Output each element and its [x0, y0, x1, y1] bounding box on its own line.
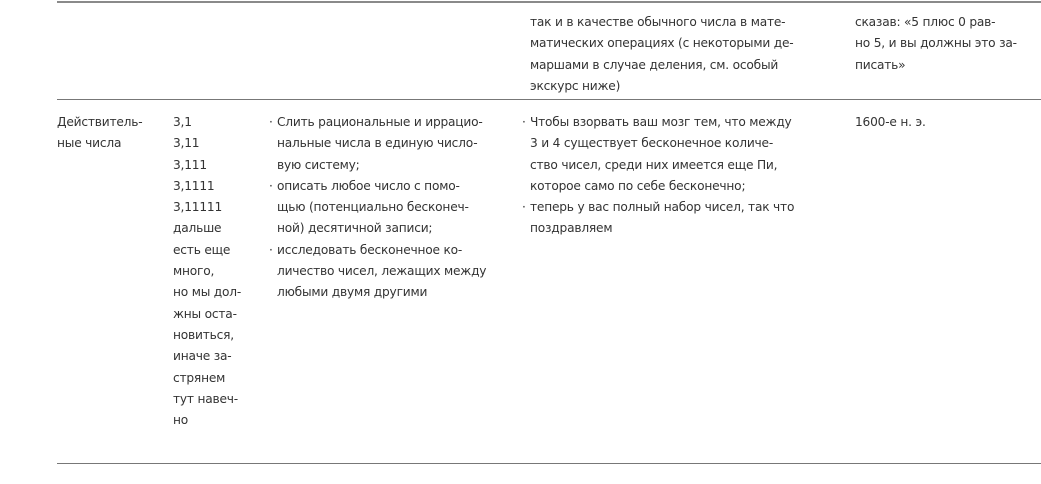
bullet-text: поздравляем [530, 221, 613, 236]
bullet-text: которое само по себе бесконечно; [530, 178, 746, 193]
text-line: но [173, 413, 189, 428]
bullet-line [269, 112, 486, 133]
text-line: Действитель- [57, 115, 143, 129]
text-line: но мы дол- [173, 285, 242, 300]
text-line: матических операциях (с некоторыми де- [530, 36, 794, 51]
text-line: экскурс ниже) [530, 78, 621, 93]
bullet-line [530, 155, 794, 176]
text-line: 3,1 [173, 115, 192, 129]
text-line: 3,1111 [173, 178, 215, 193]
row-divider [57, 99, 1041, 100]
text-line: ные числа [57, 136, 122, 151]
bullet-line [530, 133, 794, 154]
bullet-text: ной) десятичной записи; [277, 221, 433, 236]
bullet-text: щью (потенциально бесконеч- [277, 200, 469, 215]
bullet-line [277, 218, 486, 239]
text-line: но 5, и вы должны это за- [855, 36, 1017, 51]
text-line: есть еще [173, 242, 231, 257]
bullet-text: Слить рациональные и иррацио- [277, 115, 483, 129]
bullet-text: любыми двумя другими [277, 285, 428, 300]
text-line: писать» [855, 57, 906, 72]
top-row-usage-cell [530, 12, 793, 97]
bullet-text: Чтобы взорвать ваш мозг тем, что между [530, 115, 792, 129]
bullet-line [522, 112, 794, 133]
bullet-text: личество чисел, лежащих между [277, 264, 487, 279]
bullet-icon: · [522, 115, 526, 129]
bullet-line [277, 282, 486, 303]
text-line: 3,11111 [173, 200, 222, 215]
bullet-line [530, 176, 794, 197]
bullet-line [522, 197, 795, 218]
bullet-icon: · [522, 200, 526, 215]
text-line: дальше [173, 221, 222, 236]
text-line: 3,111 [173, 157, 207, 172]
bullet-icon: · [269, 242, 273, 257]
text-line: новиться, [173, 327, 234, 342]
text-line: иначе за- [173, 349, 232, 364]
table-bottom-rule [57, 463, 1041, 464]
bullet-text: теперь у вас полный набор чисел, так что [530, 200, 795, 215]
real-numbers-purpose-cell [269, 112, 487, 304]
real-numbers-example-cell [173, 112, 241, 431]
bullet-text: нальные числа в единую числo- [277, 136, 478, 151]
bullet-text: вую систему; [277, 157, 360, 172]
bullet-line [277, 197, 486, 218]
text-line: стрянем [173, 370, 226, 385]
bullet-line [277, 133, 486, 154]
real-numbers-date-cell [855, 112, 926, 133]
bullet-icon: · [269, 178, 273, 193]
bullet-line [269, 176, 486, 197]
bullet-line [269, 240, 486, 261]
text-line: сказав: «5 плюс 0 рав- [855, 15, 996, 29]
table-top-rule [57, 1, 1041, 3]
date-text: 1600-е н. э. [855, 115, 926, 129]
text-line: тут навеч- [173, 391, 239, 406]
bullet-line [277, 155, 486, 176]
bullet-text: 3 и 4 существует бесконечное количе- [530, 136, 774, 151]
bullet-text: исследовать бесконечное ко- [277, 242, 463, 257]
bullet-line [277, 261, 486, 282]
bullet-text: описать любое число с помо- [277, 178, 460, 193]
text-line: маршами в случае деления, см. особый [530, 57, 779, 72]
real-numbers-name-cell [57, 112, 142, 155]
real-numbers-usage-cell [522, 112, 795, 240]
text-line: много, [173, 264, 215, 279]
top-row-date-cell [855, 12, 1017, 76]
text-line: жны оста- [173, 306, 237, 321]
text-line: 3,11 [173, 136, 200, 151]
text-line: так и в качестве обычного числа в мате- [530, 15, 786, 29]
bullet-icon: · [269, 115, 273, 129]
bullet-line [530, 218, 794, 239]
bullet-text: ство чисел, среди них имеется еще Пи, [530, 157, 778, 172]
